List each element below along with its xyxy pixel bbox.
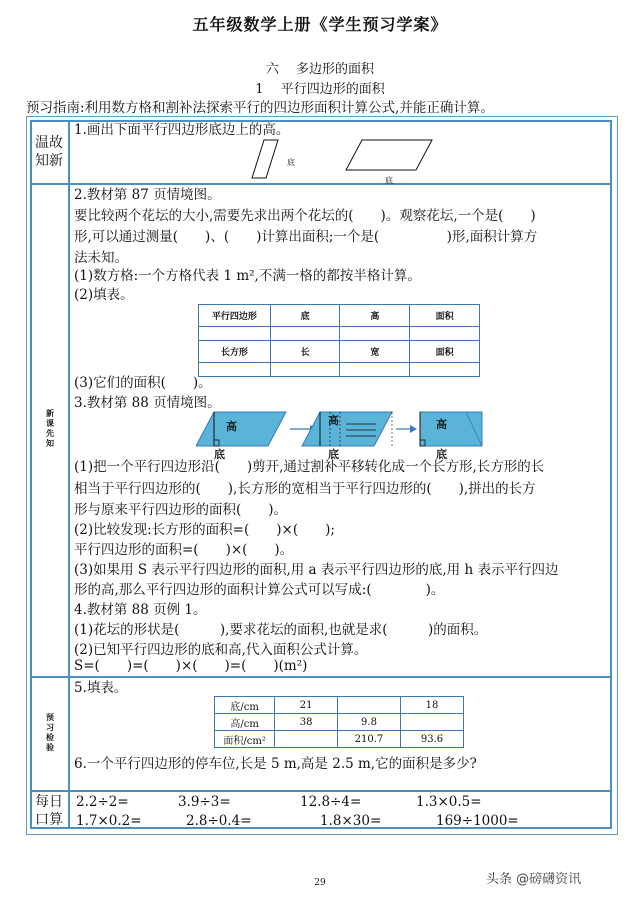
table-cell: 长: [270, 341, 340, 363]
question-4-title: 4.教材第 88 页例 1。: [74, 602, 207, 618]
figure3-height-label: 高: [436, 418, 447, 431]
arith-item: 1.3×0.5=: [416, 794, 482, 810]
newlesson-label-char: 课: [46, 418, 54, 428]
table-cell: 高: [340, 305, 410, 327]
daily-label: [30, 793, 68, 829]
table-cell: [270, 327, 340, 341]
shifting-parallelogram: [302, 412, 392, 446]
figure1-base-label: 底: [214, 448, 225, 461]
shape2-base-label: 底: [385, 176, 393, 185]
area-fill-table: [214, 696, 464, 748]
figure2-base-label: 底: [328, 448, 339, 461]
review-label-bottom: 知新: [35, 153, 63, 169]
question-4-line: S=( )=( )×( )=( )(m²): [74, 658, 308, 674]
question-3-line: (2)比较发现:长方形的面积=( )×( );: [74, 522, 335, 538]
arith-item: 2.8÷0.4=: [186, 813, 252, 829]
question-4-line: (2)已知平行四边形的底和高,代入面积公式计算。: [74, 642, 368, 658]
preview-label-char: 预: [46, 712, 54, 722]
table-cell: 9.8: [337, 714, 400, 731]
arith-item: 1.7×0.2=: [76, 813, 142, 829]
table-cell: [340, 327, 410, 341]
section-heading: 1 平行四边形的面积: [255, 82, 385, 97]
newlesson-label-char: 知: [46, 438, 54, 448]
newlesson-label: [40, 408, 60, 448]
question-3-line: (3)如果用 S 表示平行四边形的面积,用 a 表示平行四边形的底,用 h 表示平行四边: [74, 562, 559, 578]
table-cell: [401, 714, 464, 731]
question-6: 6.一个平行四边形的停车位,长是 5 m,高是 2.5 m,它的面积是多少?: [74, 756, 477, 772]
figure3-base-label: 底: [436, 448, 447, 461]
table-cell: [340, 363, 410, 377]
arith-item: 2.2÷2=: [76, 794, 129, 810]
page-title: 五年级数学上册《学生预习学案》: [192, 15, 448, 34]
table-cell: 高/cm: [215, 714, 275, 731]
result-rectangle: [420, 412, 482, 446]
question-1: 1.画出下面平行四边形底边上的高。: [74, 122, 290, 138]
table-cell: 平行四边形: [199, 305, 271, 327]
table-row: [199, 363, 480, 377]
question-2-sub2: (2)填表。: [74, 287, 134, 303]
table-cell: [275, 731, 338, 748]
table-cell: 18: [401, 697, 464, 714]
table-cell: 宽: [340, 341, 410, 363]
question-5-title: 5.填表。: [74, 680, 128, 696]
table-cell: 底: [270, 305, 340, 327]
question-2-sub3: (3)它们的面积( )。: [74, 375, 212, 391]
table-cell: 面积: [410, 341, 480, 363]
figure2-height-label: 高: [328, 414, 339, 427]
table-row: [215, 731, 464, 748]
table-cell: [410, 327, 480, 341]
original-parallelogram: [196, 412, 286, 446]
question-2-line: 法未知。: [74, 250, 128, 266]
question-2-line: 形,可以通过测量( )、( )计算出面积;一个是( )形,面积计算方: [74, 229, 538, 245]
newlesson-label-char: 先: [46, 428, 54, 438]
preview-guide: 预习指南:利用数方格和割补法探索平行的四边形面积计算公式,并能正确计算。: [26, 100, 494, 116]
table-cell: 210.7: [337, 731, 400, 748]
arith-item: 169÷1000=: [436, 813, 519, 829]
table-row: [199, 305, 480, 327]
question-3-line: 形的高,那么平行四边形的面积计算公式可以写成:( )。: [74, 582, 445, 598]
preview-label: [40, 712, 60, 752]
label-column-divider: [68, 120, 70, 829]
preview-label-char: 检: [46, 732, 54, 742]
question-3-line: 相当于平行四边形的( ),长方形的宽相当于平行四边形的( ),拼出的长方: [74, 481, 536, 497]
arrow-head: [410, 425, 417, 433]
review-label: [30, 134, 68, 170]
preview-label-char: 习: [46, 722, 54, 732]
question-4-line: (1)花坛的形状是( ),要求花坛的面积,也就是求( )的面积。: [74, 622, 488, 638]
table-row: [215, 714, 464, 731]
table-cell: [270, 363, 340, 377]
question-2-sub1: (1)数方格:一个方格代表 1 m²,不满一格的都按半格计算。: [74, 268, 421, 284]
tall-parallelogram: [252, 140, 278, 178]
parallelogram-figures: [240, 138, 480, 184]
table-cell: 面积/cm²: [215, 731, 275, 748]
question-3-title: 3.教材第 88 页情境图。: [74, 395, 221, 411]
question-2-title: 2.教材第 87 页情境图。: [74, 187, 221, 203]
question-3-line: (1)把一个平行四边形沿( )剪开,通过割补平移转化成一个长方形,长方形的长: [74, 459, 545, 475]
table-cell: 93.6: [401, 731, 464, 748]
question-3-line: 平行四边形的面积=( )×( )。: [74, 542, 294, 558]
arith-item: 12.8÷4=: [300, 794, 362, 810]
table-cell: [337, 697, 400, 714]
arith-item: 3.9÷3=: [178, 794, 231, 810]
figure1-height-label: 高: [226, 420, 237, 433]
table-cell: 面积: [410, 305, 480, 327]
area-comparison-table: [198, 304, 480, 377]
table-row: [199, 341, 480, 363]
shape1-base-label: 底: [287, 158, 295, 167]
table-cell: 底/cm: [215, 697, 275, 714]
wide-parallelogram: [346, 140, 432, 170]
table-cell: [410, 363, 480, 377]
table-row: [215, 697, 464, 714]
review-label-top: 温故: [35, 135, 63, 151]
chapter-heading: 六 多边形的面积: [265, 62, 375, 77]
table-cell: 21: [275, 697, 338, 714]
arith-item: 1.8×30=: [320, 813, 382, 829]
table-cell: [199, 327, 271, 341]
table-cell: 长方形: [199, 341, 271, 363]
preview-label-char: 验: [46, 742, 54, 752]
question-3-line: 形与原来平行四边形的面积( )。: [74, 502, 288, 518]
question-2-line: 要比较两个花坛的大小,需要先求出两个花坛的( )。观察花坛,一个是( ): [74, 208, 536, 224]
page-number: 29: [314, 878, 326, 888]
daily-label-bottom: 口算: [35, 812, 63, 828]
table-cell: 38: [275, 714, 338, 731]
daily-label-top: 每日: [35, 794, 63, 810]
table-row: [199, 327, 480, 341]
newlesson-label-char: 新: [46, 408, 54, 418]
watermark: 头条 @磅礴资讯: [486, 872, 582, 887]
